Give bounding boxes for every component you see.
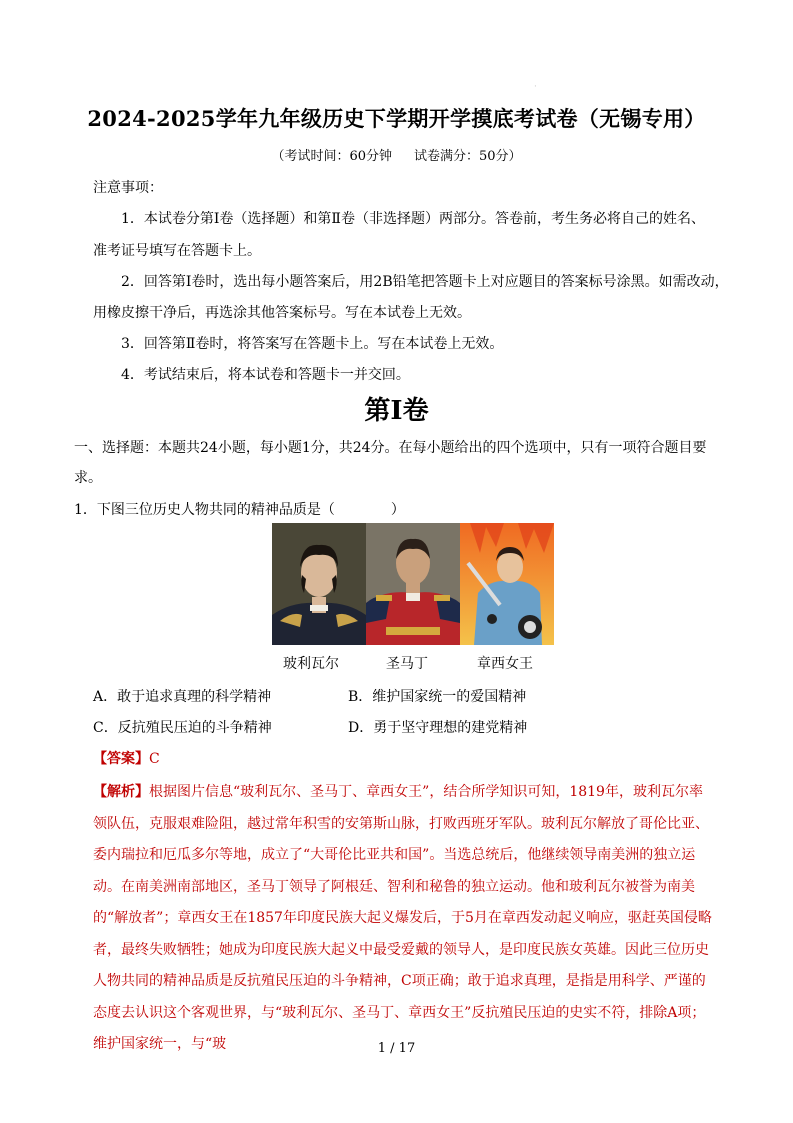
- notice-item-2b: 用橡皮擦干净后，再选涂其他答案标号。写在本试卷上无效。: [93, 305, 471, 321]
- notice-heading: 注意事项：: [93, 180, 163, 196]
- portrait-san-martin: [366, 523, 460, 645]
- exam-info: [0, 145, 793, 164]
- answer-value: C: [149, 751, 160, 767]
- option-b: B．维护国家统一的爱国精神: [348, 689, 527, 705]
- notice-item-3: 3．回答第Ⅱ卷时，将答案写在答题卡上。写在本试卷上无效。: [121, 336, 504, 352]
- volume-title: 第Ⅰ卷: [364, 396, 429, 426]
- caption-san-martin: 圣马丁: [386, 656, 428, 672]
- notice-item-1b: 准考证号填写在答题卡上。: [93, 243, 261, 259]
- answer-tag: 【答案】: [93, 751, 149, 767]
- answer-line: [93, 748, 160, 768]
- page-number: 1 / 17: [377, 1041, 416, 1056]
- portrait-bolivar: [272, 523, 366, 645]
- section-instructions-1: 一、选择题：本题共24小题，每小题1分，共24分。在每小题给出的四个选项中，只有一项符合题目要: [74, 440, 707, 456]
- notice-item-1a: 1．本试卷分第Ⅰ卷（选择题）和第Ⅱ卷（非选择题）两部分。答卷前，考生务必将自己的姓名、: [121, 211, 705, 227]
- notice-item-2a: 2．回答第Ⅰ卷时，选出每小题答案后，用2B铅笔把答题卡上对应题目的答案标号涂黑。如需改动，: [121, 274, 729, 290]
- exam-time: （考试时间：60分钟: [271, 149, 392, 164]
- page-title: 2024-2025学年九年级历史下学期开学摸底考试卷（无锡专用）: [87, 106, 706, 131]
- option-c: C．反抗殖民压迫的斗争精神: [93, 720, 272, 736]
- notice-item-4: 4．考试结束后，将本试卷和答题卡一并交回。: [121, 367, 410, 383]
- header-dot: ·: [534, 82, 537, 92]
- analysis-text: 根据图片信息“玻利瓦尔、圣马丁、章西女王”，结合所学知识可知，1819年，玻利瓦尔率领队伍，克服艰难险阻，越过常年积雪的安第斯山脉，打败西班牙军队。玻利瓦尔解放了哥伦比亚、委内瑞拉和厄瓜多尔等地，成立了“大哥伦比亚共和国”。当选总统后，他继续领导南美洲的独立运动。在南美洲南部地区，圣马丁领导了阿根廷、智利和秘鲁的独立运动。他和玻利瓦尔被誉为南美的“解放者”；章西女王在1857年印度民族大起义爆发后，于5月在章西发动起义响应，驱赶英国侵略者，最终失败牺牲；她成为印度民族大起义中最受爱戴的领导人，是印度民族女英雄。因此三位历史人物共同的精神品质是反抗殖民压迫的斗争精神，C项正确；敢于追求真理，是指是用科学、严谨的态度去认识这个客观世界，与“玻利瓦尔、圣马丁、章西女王”反抗殖民压迫的史实不符，排除A项；维护国家统一，与“玻: [93, 784, 712, 1052]
- exam-score: 试卷满分：50分）: [414, 149, 522, 164]
- caption-rani-of-jhansi: 章西女王: [477, 656, 533, 672]
- option-a: A．敢于追求真理的科学精神: [93, 689, 272, 705]
- section-instructions-2: 求。: [74, 470, 102, 486]
- question-1-stem: 1．下图三位历史人物共同的精神品质是（ ）: [74, 502, 405, 518]
- analysis-block: [93, 777, 713, 1061]
- analysis-tag: 【解析】: [93, 784, 149, 800]
- portrait-rani-of-jhansi: [460, 523, 554, 645]
- caption-bolivar: 玻利瓦尔: [283, 656, 339, 672]
- option-d: D．勇于坚守理想的建党精神: [348, 720, 528, 736]
